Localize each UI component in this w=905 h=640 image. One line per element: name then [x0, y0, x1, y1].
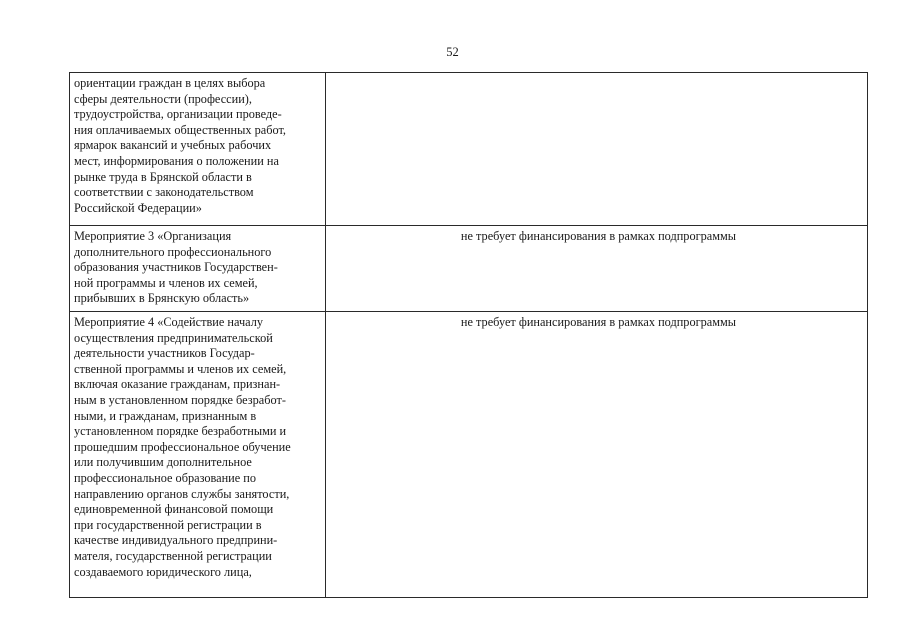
financing-cell [326, 226, 868, 312]
program-table [69, 72, 868, 598]
table-row [70, 73, 868, 226]
page-number: 52 [446, 45, 459, 59]
activity-text: ориентации граждан в целях выбора сферы деятельности (профессии), трудоустройства, организации проведе- ния оплачиваемых общественных работ, ярмарок вакансий и учебных рабочих мест, информирования о положении на рынке труда в Брянской области в соответствии с законодательством Российской Федерации» [74, 76, 286, 215]
activity-text: Мероприятие 4 «Содействие началу осуществления предпринимательской деятельности участников Государ- ственной программы и членов их семей, включая оказание гражданам, признан- ным в установленном порядке безработ- ными, и гражданам, признанным в установленном порядке безработными и прошедшим профессиональное обучение или получившим дополнительное профессиональное образование по направлению органов службы занятости, единовременной финансовой помощи при государственной регистрации в качестве индивидуального предприни- мателя, государственной регистрации создаваемого юридического лица, [74, 315, 291, 579]
table-row [70, 226, 868, 312]
financing-text: не требует финансирования в рамках подпрограммы [460, 229, 737, 243]
table-row [70, 312, 868, 598]
financing-cell [326, 73, 868, 226]
activity-text: Мероприятие 3 «Организация дополнительного профессионального образования участников Государствен- ной программы и членов их семей, прибывших в Брянскую область» [74, 229, 278, 306]
activity-cell [70, 226, 326, 312]
financing-text: не требует финансирования в рамках подпрограммы [460, 315, 737, 329]
activity-cell [70, 312, 326, 598]
financing-cell [326, 312, 868, 598]
activity-cell [70, 73, 326, 226]
